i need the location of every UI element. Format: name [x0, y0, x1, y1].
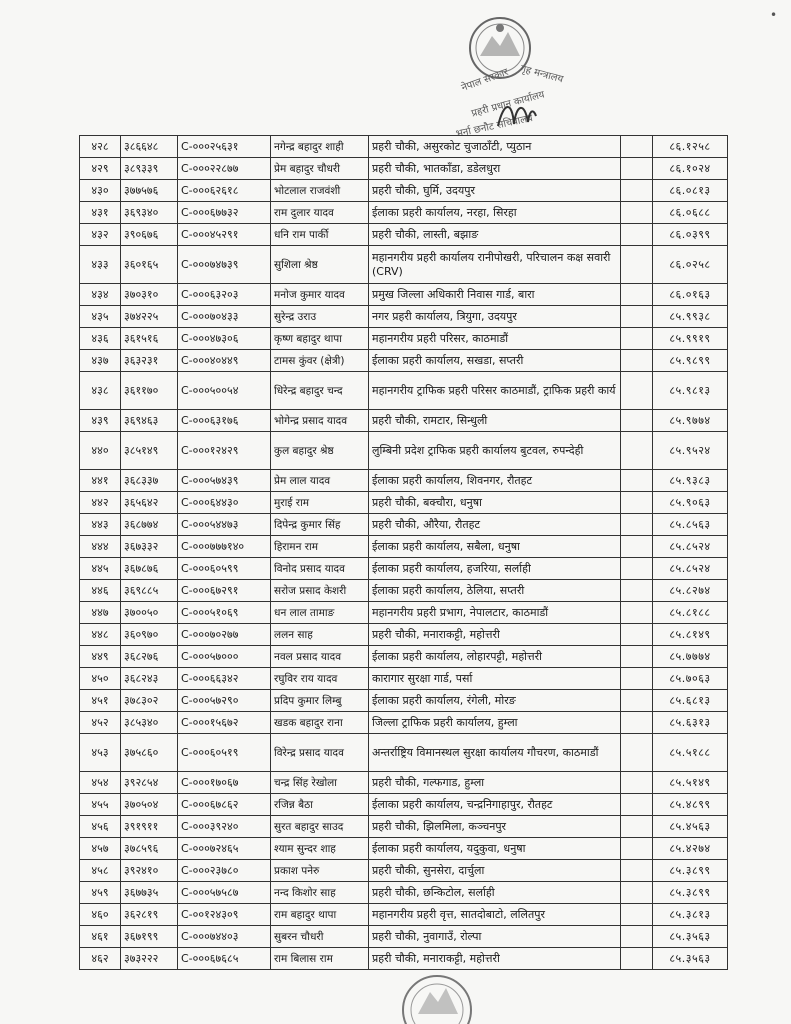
- table-row: [80, 350, 728, 372]
- roll-number-cell: ३६८२७६: [121, 646, 178, 668]
- serial-number-cell: ४४८: [80, 624, 121, 646]
- name-cell: कृष्ण बहादुर थापा: [271, 328, 369, 350]
- score-cell: ८५.८५२४: [653, 558, 728, 580]
- name-cell: धिरेन्द्र बहादुर चन्द: [271, 372, 369, 410]
- code-cell: C-०००५७५८७: [178, 882, 271, 904]
- unit-cell: प्रहरी चौकी, भातकाँडा, डडेलधुरा: [369, 158, 621, 180]
- unit-cell: ईलाका प्रहरी कार्यालय, शिवनगर, रौतहट: [369, 470, 621, 492]
- score-cell: ८५.५१८८: [653, 734, 728, 772]
- roll-number-cell: ३९०६७६: [121, 224, 178, 246]
- signature-mark: [494, 96, 538, 136]
- unit-cell: प्रहरी चौकी, गल्फगाड, हुम्ला: [369, 772, 621, 794]
- blank-cell: [621, 246, 653, 284]
- unit-cell: प्रहरी चौकी, घुर्मि, उदयपुर: [369, 180, 621, 202]
- serial-number-cell: ४४५: [80, 558, 121, 580]
- table-row: [80, 580, 728, 602]
- serial-number-cell: ४३०: [80, 180, 121, 202]
- table-row: [80, 668, 728, 690]
- table-row: [80, 860, 728, 882]
- score-cell: ८५.९९३८: [653, 306, 728, 328]
- roll-number-cell: ३६०९७०: [121, 624, 178, 646]
- blank-cell: [621, 772, 653, 794]
- blank-cell: [621, 558, 653, 580]
- serial-number-cell: ४५७: [80, 838, 121, 860]
- code-cell: C-०००६७७३२: [178, 202, 271, 224]
- code-cell: C-०००५७२९०: [178, 690, 271, 712]
- blank-cell: [621, 372, 653, 410]
- table-row: [80, 328, 728, 350]
- roll-number-cell: ३६७८७६: [121, 558, 178, 580]
- roll-number-cell: ३७८३०२: [121, 690, 178, 712]
- code-cell: C-००१२४३०९: [178, 904, 271, 926]
- score-cell: ८५.६३१३: [653, 712, 728, 734]
- score-cell: ८५.३५६३: [653, 926, 728, 948]
- score-cell: ८५.९८१३: [653, 372, 728, 410]
- roll-number-cell: ३८६६४८: [121, 136, 178, 158]
- roll-number-cell: ३८५३४०: [121, 712, 178, 734]
- table-row: [80, 948, 728, 970]
- unit-cell: प्रहरी चौकी, छन्किटोल, सर्लाही: [369, 882, 621, 904]
- unit-cell: ईलाका प्रहरी कार्यालय, ठेलिया, सप्तरी: [369, 580, 621, 602]
- score-cell: ८६.०६८८: [653, 202, 728, 224]
- unit-cell: ईलाका प्रहरी कार्यालय, सखडा, सप्तरी: [369, 350, 621, 372]
- blank-cell: [621, 602, 653, 624]
- serial-number-cell: ४६०: [80, 904, 121, 926]
- score-cell: ८५.९०६३: [653, 492, 728, 514]
- code-cell: C-०००२२८७७: [178, 158, 271, 180]
- name-cell: मुराई राम: [271, 492, 369, 514]
- code-cell: C-०००७०४३३: [178, 306, 271, 328]
- table-row: [80, 646, 728, 668]
- blank-cell: [621, 668, 653, 690]
- table-row: [80, 246, 728, 284]
- roll-number-cell: ३६७७३५: [121, 882, 178, 904]
- score-cell: ८५.४८९९: [653, 794, 728, 816]
- roll-number-cell: ३७४२२५: [121, 306, 178, 328]
- roll-number-cell: ३६८३३७: [121, 470, 178, 492]
- serial-number-cell: ४४०: [80, 432, 121, 470]
- table-row: [80, 794, 728, 816]
- code-cell: C-०००४५२९१: [178, 224, 271, 246]
- serial-number-cell: ४४१: [80, 470, 121, 492]
- unit-cell: लुम्बिनी प्रदेश ट्राफिक प्रहरी कार्यालय बुटवल, रुपन्देही: [369, 432, 621, 470]
- roll-number-cell: ३७७५७६: [121, 180, 178, 202]
- score-cell: ८५.३८९९: [653, 882, 728, 904]
- unit-cell: महानगरीय ट्राफिक प्रहरी परिसर काठमाडौं, ट्राफिक प्रहरी कार्य: [369, 372, 621, 410]
- name-cell: रजिन्न बैठा: [271, 794, 369, 816]
- serial-number-cell: ४४६: [80, 580, 121, 602]
- serial-number-cell: ४३६: [80, 328, 121, 350]
- bottom-seal-emblem: [378, 968, 496, 1024]
- blank-cell: [621, 734, 653, 772]
- name-cell: श्याम सुन्दर शाह: [271, 838, 369, 860]
- roll-number-cell: ३८९३३९: [121, 158, 178, 180]
- code-cell: C-०००६७६८५: [178, 948, 271, 970]
- blank-cell: [621, 410, 653, 432]
- roll-number-cell: ३६३२३१: [121, 350, 178, 372]
- unit-cell: प्रहरी चौकी, मनाराकट्टी, महोत्तरी: [369, 948, 621, 970]
- blank-cell: [621, 350, 653, 372]
- roll-number-cell: ३७३२२२: [121, 948, 178, 970]
- table-row: [80, 602, 728, 624]
- table-row: [80, 136, 728, 158]
- unit-cell: प्रहरी चौकी, औरैया, रौतहट: [369, 514, 621, 536]
- code-cell: C-०००४०४४९: [178, 350, 271, 372]
- table-row: [80, 536, 728, 558]
- serial-number-cell: ४५०: [80, 668, 121, 690]
- serial-number-cell: ४५६: [80, 816, 121, 838]
- serial-number-cell: ४३४: [80, 284, 121, 306]
- name-cell: नन्द किशोर साह: [271, 882, 369, 904]
- name-cell: धनि राम पार्की: [271, 224, 369, 246]
- name-cell: दिपेन्द्र कुमार सिंह: [271, 514, 369, 536]
- name-cell: राम बहादुर थापा: [271, 904, 369, 926]
- roll-number-cell: ३६९८८५: [121, 580, 178, 602]
- blank-cell: [621, 202, 653, 224]
- roll-number-cell: ३९२४१०: [121, 860, 178, 882]
- corner-mark: •: [770, 8, 778, 22]
- score-cell: ८५.४२७४: [653, 838, 728, 860]
- name-cell: भोटलाल राजवंशी: [271, 180, 369, 202]
- blank-cell: [621, 712, 653, 734]
- code-cell: C-०००७४७३९: [178, 246, 271, 284]
- code-cell: C-०००१७०६७: [178, 772, 271, 794]
- serial-number-cell: ४३७: [80, 350, 121, 372]
- serial-number-cell: ४४४: [80, 536, 121, 558]
- serial-number-cell: ४५४: [80, 772, 121, 794]
- table-row: [80, 926, 728, 948]
- roll-number-cell: ३६०१६५: [121, 246, 178, 284]
- table-row: [80, 624, 728, 646]
- serial-number-cell: ४२८: [80, 136, 121, 158]
- roll-number-cell: ३६७१९९: [121, 926, 178, 948]
- unit-cell: ईलाका प्रहरी कार्यालय, हजरिया, सर्लाही: [369, 558, 621, 580]
- blank-cell: [621, 328, 653, 350]
- blank-cell: [621, 948, 653, 970]
- blank-cell: [621, 492, 653, 514]
- score-cell: ८५.८२७४: [653, 580, 728, 602]
- score-cell: ८६.१०२४: [653, 158, 728, 180]
- serial-number-cell: ४४३: [80, 514, 121, 536]
- score-cell: ८५.३८१३: [653, 904, 728, 926]
- unit-cell: अन्तर्राष्ट्रिय विमानस्थल सुरक्षा कार्यालय गौचरण, काठमाडौं: [369, 734, 621, 772]
- code-cell: C-०००५४४७३: [178, 514, 271, 536]
- name-cell: प्रदिप कुमार लिम्बु: [271, 690, 369, 712]
- blank-cell: [621, 926, 653, 948]
- blank-cell: [621, 624, 653, 646]
- stamp-line-1: नेपाल सरकार: [460, 66, 510, 94]
- code-cell: C-०००६३२०३: [178, 284, 271, 306]
- code-cell: C-०००६४४३०: [178, 492, 271, 514]
- name-cell: सरोज प्रसाद केशरी: [271, 580, 369, 602]
- blank-cell: [621, 432, 653, 470]
- serial-number-cell: ४३२: [80, 224, 121, 246]
- serial-number-cell: ४३१: [80, 202, 121, 224]
- table-row: [80, 904, 728, 926]
- unit-cell: ईलाका प्रहरी कार्यालय, नरहा, सिरहा: [369, 202, 621, 224]
- unit-cell: महानगरीय प्रहरी परिसर, काठमाडौं: [369, 328, 621, 350]
- table-row: [80, 712, 728, 734]
- code-cell: C-०००५१०६९: [178, 602, 271, 624]
- table-row: [80, 306, 728, 328]
- table-row: [80, 410, 728, 432]
- serial-number-cell: ४३३: [80, 246, 121, 284]
- unit-cell: प्रहरी चौकी, लास्ती, बझाङ: [369, 224, 621, 246]
- name-cell: हिरामन राम: [271, 536, 369, 558]
- blank-cell: [621, 838, 653, 860]
- roll-number-cell: ३६७३३२: [121, 536, 178, 558]
- table-row: [80, 284, 728, 306]
- blank-cell: [621, 470, 653, 492]
- code-cell: C-०००७७७१४०: [178, 536, 271, 558]
- code-cell: C-०००१५६७२: [178, 712, 271, 734]
- unit-cell: ईलाका प्रहरी कार्यालय, लोहारपट्टी, महोत्तरी: [369, 646, 621, 668]
- score-cell: ८५.७७७४: [653, 646, 728, 668]
- roll-number-cell: ३७००५०: [121, 602, 178, 624]
- roll-number-cell: ३६८७७४: [121, 514, 178, 536]
- table-row: [80, 772, 728, 794]
- unit-cell: प्रमुख जिल्ला अधिकारी निवास गार्ड, बारा: [369, 284, 621, 306]
- name-cell: मनोज कुमार यादव: [271, 284, 369, 306]
- score-cell: ८५.८१८८: [653, 602, 728, 624]
- results-table: [79, 135, 728, 970]
- score-cell: ८५.८५२४: [653, 536, 728, 558]
- blank-cell: [621, 882, 653, 904]
- roll-number-cell: ३७०५०४: [121, 794, 178, 816]
- serial-number-cell: ४६२: [80, 948, 121, 970]
- blank-cell: [621, 306, 653, 328]
- name-cell: ललन साह: [271, 624, 369, 646]
- name-cell: सुबरन चौधरी: [271, 926, 369, 948]
- unit-cell: महानगरीय प्रहरी कार्यालय रानीपोखरी, परिचालन कक्ष सवारी (CRV): [369, 246, 621, 284]
- code-cell: C-०००२३७८०: [178, 860, 271, 882]
- code-cell: C-०००४७३०६: [178, 328, 271, 350]
- code-cell: C-०००६२६१८: [178, 180, 271, 202]
- table-row: [80, 470, 728, 492]
- score-cell: ८५.९५२४: [653, 432, 728, 470]
- code-cell: C-०००३९२४०: [178, 816, 271, 838]
- roll-number-cell: ३६५६४२: [121, 492, 178, 514]
- score-cell: ८६.१२५८: [653, 136, 728, 158]
- name-cell: भोगेन्द्र प्रसाद यादव: [271, 410, 369, 432]
- code-cell: C-०००१२४२९: [178, 432, 271, 470]
- table-row: [80, 432, 728, 470]
- code-cell: C-०००६७२९१: [178, 580, 271, 602]
- unit-cell: महानगरीय प्रहरी प्रभाग, नेपालटार, काठमाडौं: [369, 602, 621, 624]
- score-cell: ८५.९७७४: [653, 410, 728, 432]
- table-row: [80, 882, 728, 904]
- serial-number-cell: ४५५: [80, 794, 121, 816]
- table-row: [80, 734, 728, 772]
- name-cell: सुशिला श्रेष्ठ: [271, 246, 369, 284]
- score-cell: ८५.६८१३: [653, 690, 728, 712]
- table-row: [80, 180, 728, 202]
- unit-cell: प्रहरी चौकी, असुरकोट चुजाठाँटी, प्युठान: [369, 136, 621, 158]
- code-cell: C-०००६७८६२: [178, 794, 271, 816]
- blank-cell: [621, 646, 653, 668]
- unit-cell: ईलाका प्रहरी कार्यालय, रंगेली, मोरङ: [369, 690, 621, 712]
- stamp-line-3: प्रहरी प्रधान कार्यालय: [470, 89, 546, 120]
- score-cell: ८५.९८९९: [653, 350, 728, 372]
- table-row: [80, 158, 728, 180]
- blank-cell: [621, 536, 653, 558]
- code-cell: C-०००७०२७७: [178, 624, 271, 646]
- score-cell: ८५.९३८३: [653, 470, 728, 492]
- table-row: [80, 372, 728, 410]
- name-cell: प्रकाश पनेरु: [271, 860, 369, 882]
- roll-number-cell: ३६९३४०: [121, 202, 178, 224]
- blank-cell: [621, 224, 653, 246]
- serial-number-cell: ४५३: [80, 734, 121, 772]
- code-cell: C-०००५७०००: [178, 646, 271, 668]
- name-cell: चन्द्र सिंह रेखोला: [271, 772, 369, 794]
- serial-number-cell: ४३८: [80, 372, 121, 410]
- blank-cell: [621, 136, 653, 158]
- name-cell: प्रेम लाल यादव: [271, 470, 369, 492]
- blank-cell: [621, 904, 653, 926]
- name-cell: रघुविर राय यादव: [271, 668, 369, 690]
- score-cell: ८५.५१४९: [653, 772, 728, 794]
- name-cell: राम बिलास राम: [271, 948, 369, 970]
- table-row: [80, 514, 728, 536]
- serial-number-cell: ४६१: [80, 926, 121, 948]
- score-cell: ८६.०२५८: [653, 246, 728, 284]
- score-cell: ८६.०३९९: [653, 224, 728, 246]
- blank-cell: [621, 816, 653, 838]
- roll-number-cell: ३९१९११: [121, 816, 178, 838]
- table-row: [80, 838, 728, 860]
- score-cell: ८५.८१४९: [653, 624, 728, 646]
- unit-cell: प्रहरी चौकी, नुवागाउँ, रोल्पा: [369, 926, 621, 948]
- unit-cell: प्रहरी चौकी, बक्चौरा, धनुषा: [369, 492, 621, 514]
- table-row: [80, 690, 728, 712]
- code-cell: C-०००६३१७६: [178, 410, 271, 432]
- code-cell: C-०००७४४०३: [178, 926, 271, 948]
- roll-number-cell: ३७०३१०: [121, 284, 178, 306]
- unit-cell: ईलाका प्रहरी कार्यालय, यदुकुवा, धनुषा: [369, 838, 621, 860]
- score-cell: ८५.७०६३: [653, 668, 728, 690]
- blank-cell: [621, 284, 653, 306]
- table-row: [80, 492, 728, 514]
- serial-number-cell: ४५९: [80, 882, 121, 904]
- name-cell: सुरेन्द्र उराउ: [271, 306, 369, 328]
- serial-number-cell: ४५२: [80, 712, 121, 734]
- blank-cell: [621, 860, 653, 882]
- roll-number-cell: ३९२८५४: [121, 772, 178, 794]
- table-row: [80, 816, 728, 838]
- unit-cell: प्रहरी चौकी, सुनसेरा, दार्चुला: [369, 860, 621, 882]
- serial-number-cell: ४४९: [80, 646, 121, 668]
- table-row: [80, 558, 728, 580]
- serial-number-cell: ४५८: [80, 860, 121, 882]
- code-cell: C-०००६६३४२: [178, 668, 271, 690]
- name-cell: नवल प्रसाद यादव: [271, 646, 369, 668]
- serial-number-cell: ४२९: [80, 158, 121, 180]
- unit-cell: महानगरीय प्रहरी वृत्त, सातदोबाटो, ललितपुर: [369, 904, 621, 926]
- score-cell: ८५.८५६३: [653, 514, 728, 536]
- score-cell: ८५.३५६३: [653, 948, 728, 970]
- unit-cell: प्रहरी चौकी, रामटार, सिन्धुली: [369, 410, 621, 432]
- name-cell: नगेन्द्र बहादुर शाही: [271, 136, 369, 158]
- stamp-line-2: गृह मन्त्रालय: [518, 63, 565, 86]
- roll-number-cell: ३६२८१९: [121, 904, 178, 926]
- code-cell: C-०००६०५१९: [178, 734, 271, 772]
- blank-cell: [621, 158, 653, 180]
- name-cell: विनोद प्रसाद यादव: [271, 558, 369, 580]
- score-cell: ८५.३८९९: [653, 860, 728, 882]
- code-cell: C-०००२५६३१: [178, 136, 271, 158]
- name-cell: खडक बहादुर राना: [271, 712, 369, 734]
- table-row: [80, 224, 728, 246]
- serial-number-cell: ४३९: [80, 410, 121, 432]
- name-cell: धन लाल तामाङ: [271, 602, 369, 624]
- score-cell: ८६.०१६३: [653, 284, 728, 306]
- name-cell: विरेन्द्र प्रसाद यादव: [271, 734, 369, 772]
- roll-number-cell: ३८५१४९: [121, 432, 178, 470]
- blank-cell: [621, 690, 653, 712]
- blank-cell: [621, 794, 653, 816]
- name-cell: कुल बहादुर श्रेष्ठ: [271, 432, 369, 470]
- unit-cell: ईलाका प्रहरी कार्यालय, चन्द्रनिगाहापुर, रौतहट: [369, 794, 621, 816]
- code-cell: C-०००७२४६५: [178, 838, 271, 860]
- serial-number-cell: ४५१: [80, 690, 121, 712]
- blank-cell: [621, 514, 653, 536]
- unit-cell: प्रहरी चौकी, मनाराकट्टी, महोत्तरी: [369, 624, 621, 646]
- roll-number-cell: ३६८२४३: [121, 668, 178, 690]
- unit-cell: ईलाका प्रहरी कार्यालय, सबैला, धनुषा: [369, 536, 621, 558]
- name-cell: प्रेम बहादुर चौधरी: [271, 158, 369, 180]
- code-cell: C-०००६०५९९: [178, 558, 271, 580]
- code-cell: C-०००५७४३९: [178, 470, 271, 492]
- roll-number-cell: ३६१५१६: [121, 328, 178, 350]
- serial-number-cell: ४३५: [80, 306, 121, 328]
- score-cell: ८५.९९१९: [653, 328, 728, 350]
- blank-cell: [621, 180, 653, 202]
- name-cell: सुरत बहादुर साउद: [271, 816, 369, 838]
- serial-number-cell: ४४२: [80, 492, 121, 514]
- roll-number-cell: ३७८५९६: [121, 838, 178, 860]
- table-row: [80, 202, 728, 224]
- score-cell: ८६.०८१३: [653, 180, 728, 202]
- unit-cell: कारागार सुरक्षा गार्ड, पर्सा: [369, 668, 621, 690]
- roll-number-cell: ३६११७०: [121, 372, 178, 410]
- blank-cell: [621, 580, 653, 602]
- score-cell: ८५.४५६३: [653, 816, 728, 838]
- roll-number-cell: ३७५८६०: [121, 734, 178, 772]
- unit-cell: नगर प्रहरी कार्यालय, त्रियुगा, उदयपुर: [369, 306, 621, 328]
- unit-cell: जिल्ला ट्राफिक प्रहरी कार्यालय, हुम्ला: [369, 712, 621, 734]
- stamp-line-4: भर्ना छनौट सचिवालय: [455, 112, 534, 140]
- name-cell: राम दुलार यादव: [271, 202, 369, 224]
- unit-cell: प्रहरी चौकी, झिलमिला, कञ्चनपुर: [369, 816, 621, 838]
- serial-number-cell: ४४७: [80, 602, 121, 624]
- code-cell: C-०००५००५४: [178, 372, 271, 410]
- roll-number-cell: ३६९४६३: [121, 410, 178, 432]
- name-cell: टामस कुंवर (क्षेत्री): [271, 350, 369, 372]
